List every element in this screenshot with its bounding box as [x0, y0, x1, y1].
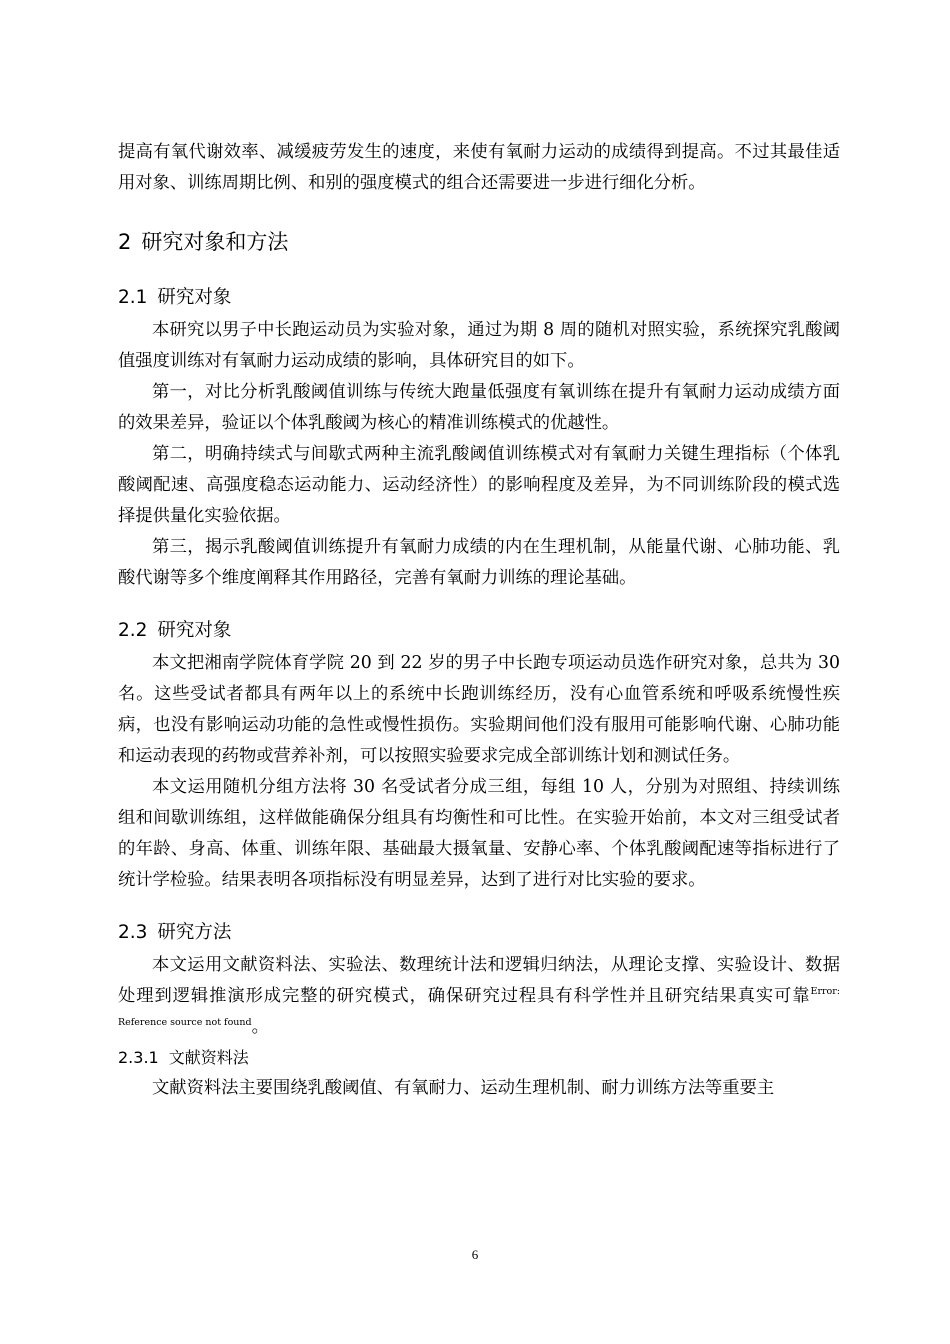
chapter-heading — [118, 227, 840, 257]
paragraph: 本文运用随机分组方法将 30 名受试者分成三组，每组 10 人，分别为对照组、持续训练组和间歇训练组，这样做能确保分组具有均衡性和可比性。在实验开始前，本文对三组受试者的年龄、身高、体重、训练年限、基础最大摄氧量、安静心率、个体乳酸阈配速等指标进行了统计学检验。结果表明各项指标没有明显差异，达到了进行对比实验的要求。 — [118, 777, 840, 890]
chapter-title: 研究对象和方法 — [141, 230, 289, 254]
section-heading-2-3 — [118, 918, 840, 948]
paragraph-with-reference — [118, 950, 840, 1043]
paragraph: 第一，对比分析乳酸阈值训练与传统大跑量低强度有氧训练在提升有氧耐力运动成绩方面的效果差异，验证以个体乳酸阈为核心的精准训练模式的优越性。 — [118, 382, 840, 433]
section-title: 研究对象 — [157, 620, 232, 641]
section-number: 2.1 — [118, 287, 148, 308]
section-heading-2-1 — [118, 283, 840, 313]
intro-paragraph: 提高有氧代谢效率、减缓疲劳发生的速度，来使有氧耐力运动的成绩得到提高。不过其最佳适用对象、训练周期比例、和别的强度模式的组合还需要进一步进行细化分析。 — [118, 142, 840, 193]
paragraph-end: 。 — [251, 1017, 269, 1037]
page-number: 6 — [471, 1247, 479, 1262]
paragraph: 本研究以男子中长跑运动员为实验对象，通过为期 8 周的随机对照实验，系统探究乳酸阈值强度训练对有氧耐力运动成绩的影响，具体研究目的如下。 — [118, 320, 840, 371]
section-number: 2.2 — [118, 620, 148, 641]
chapter-number: 2 — [118, 230, 132, 254]
subsection-title: 文献资料法 — [168, 1048, 249, 1067]
paragraph: 文献资料法主要围绕乳酸阈值、有氧耐力、运动生理机制、耐力训练方法等重要主 — [152, 1078, 775, 1098]
paragraph: 本文把湘南学院体育学院 20 到 22 岁的男子中长跑专项运动员选作研究对象，总共为 30 名。这些受试者都具有两年以上的系统中长跑训练经历，没有心血管系统和呼吸系统慢性疾病，也没有影响运动功能的急性或慢性损伤。实验期间他们没有服用可能影响代谢、心肺功能和运动表现的药物或营养补剂，可以按照实验要求完成全部训练计划和测试任务。 — [118, 653, 840, 766]
section-title: 研究对象 — [157, 287, 232, 308]
subsection-number: 2.3.1 — [118, 1048, 159, 1067]
section-number: 2.3 — [118, 922, 148, 943]
paragraph: 第三，揭示乳酸阈值训练提升有氧耐力成绩的内在生理机制，从能量代谢、心肺功能、乳酸代谢等多个维度阐释其作用路径，完善有氧耐力训练的理论基础。 — [118, 537, 840, 588]
paragraph: 第二，明确持续式与间歇式两种主流乳酸阈值训练模式对有氧耐力关键生理指标（个体乳酸阈配速、高强度稳态运动能力、运动经济性）的影响程度及差异，为不同训练阶段的模式选择提供量化实验依据。 — [118, 444, 840, 526]
reference-error-link[interactable]: Error: Reference source not found — [118, 986, 840, 1028]
paragraph-text: 本文运用文献资料法、实验法、数理统计法和逻辑归纳法，从理论支撑、实验设计、数据处理到逻辑推演形成完整的研究模式，确保研究过程具有科学性并且研究结果真实可靠 — [118, 955, 840, 1006]
section-title: 研究方法 — [157, 922, 232, 943]
subsection-heading-2-3-1 — [118, 1043, 840, 1073]
section-heading-2-2 — [118, 616, 840, 646]
